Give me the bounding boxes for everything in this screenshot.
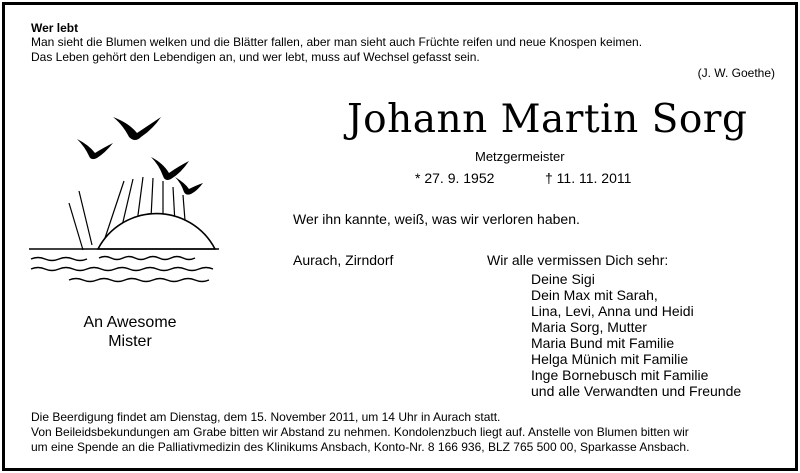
list-item: Dein Max mit Sarah, [531, 287, 658, 303]
donation-notice: um eine Spende an die Palliativmedizin des Klinikums Ansbach, Konto-Nr. 8 166 936, BLZ 765 500 00, Sparkasse Ansbach. [31, 440, 690, 454]
birth-date: * 27. 9. 1952 [415, 170, 495, 186]
poem-line-2: Das Leben gehört den Lebendigen an, und wer lebt, muss auf Wechsel gefasst sein. [31, 50, 480, 64]
condolence-notice: Von Beileidsbekundungen am Grabe bitten wir Abstand zu nehmen. Kondolenzbuch liegt auf. Anstelle von Blumen bitten wir [31, 425, 689, 439]
memorial-quote: Wer ihn kannte, weiß, was wir verloren haben. [293, 211, 580, 227]
decoration-caption [45, 313, 215, 351]
list-item: Inge Bornebusch mit Familie [531, 367, 709, 383]
list-item: und alle Verwandten und Freunde [531, 383, 742, 399]
poem-author: (J. W. Goethe) [697, 66, 775, 80]
mourners-list [531, 271, 741, 399]
list-item: Maria Sorg, Mutter [531, 319, 647, 335]
deceased-name: Johann Martin Sorg [347, 97, 748, 142]
caption-line-2: Mister [108, 333, 152, 350]
mourners-intro: Wir alle vermissen Dich sehr: [487, 252, 669, 268]
list-item: Maria Bund mit Familie [531, 335, 675, 351]
poem-line-1: Man sieht die Blumen welken und die Blätter fallen, aber man sieht auch Früchte reifen und neue Knospen keimen. [31, 35, 643, 49]
deceased-occupation: Metzgermeister [475, 149, 565, 164]
list-item: Lina, Levi, Anna und Heidi [531, 303, 694, 319]
poem-title: Wer lebt [31, 21, 79, 35]
list-item: Deine Sigi [531, 271, 595, 287]
sunset-with-birds-icon [29, 103, 219, 287]
obituary-card [2, 2, 798, 471]
funeral-notice: Die Beerdigung findet am Dienstag, dem 15. November 2011, um 14 Uhr in Aurach statt. [31, 410, 501, 424]
location: Aurach, Zirndorf [293, 252, 394, 268]
list-item: Helga Münich mit Familie [531, 351, 689, 367]
death-date: † 11. 11. 2011 [545, 170, 632, 186]
caption-line-1: An Awesome [83, 314, 177, 331]
